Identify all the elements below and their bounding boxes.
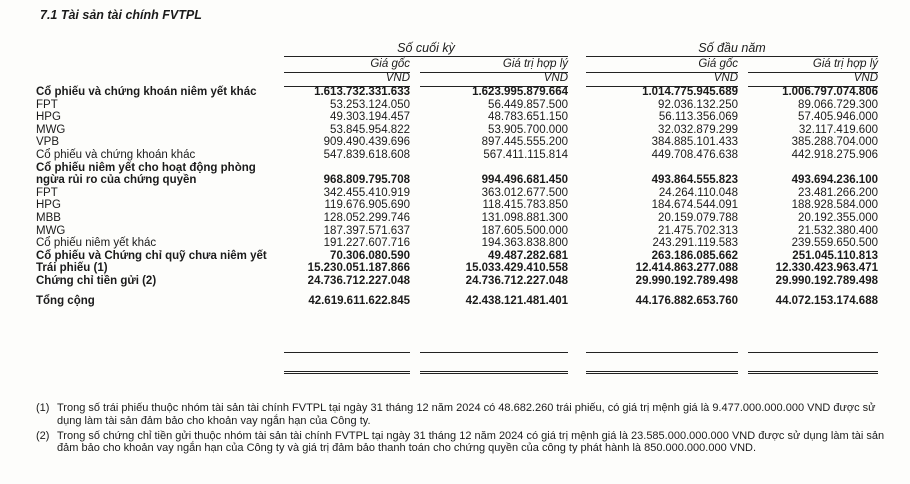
column-gap <box>410 275 420 288</box>
opening-fair-value-value: 32.117.419.600 <box>798 123 878 136</box>
opening-fair-value-header: Giá trị hợp lý <box>812 58 878 70</box>
closing-cost-value: 49.303.194.457 <box>330 111 410 124</box>
closing-fair-value-value: 49.487.282.681 <box>488 249 568 262</box>
opening-fair-value-value: 20.192.355.000 <box>798 211 878 224</box>
row-label: HPG <box>36 199 61 212</box>
column-gap <box>738 111 748 124</box>
total-bottom-rule <box>586 371 738 374</box>
closing-cost-value: 24.736.712.227.048 <box>307 274 410 287</box>
column-gap <box>568 262 586 275</box>
opening-cost-value: 21.475.702.313 <box>658 224 738 237</box>
column-gap <box>568 187 586 200</box>
footnote-text: Trong số chứng chỉ tiền gửi thuộc nhóm tài sản tài chính FVTPL tại ngày 31 tháng 12 năm 2024 có giá trị mệnh giá là 23.585.000.000.000 VND được sử dụng làm tài sản đảm bảo cho khoản vay ngắn hạn của Công ty và giá trị đảm bảo thanh toán cho chứng quyền của công ty phát hành là 850.000.000.000 VND. <box>57 429 885 455</box>
closing-cost-value: 42.619.611.622.845 <box>308 294 410 307</box>
column-gap <box>410 225 420 238</box>
opening-cost-value: 12.414.863.277.088 <box>635 262 738 275</box>
opening-period-header: Số đầu năm <box>698 41 766 55</box>
table-row <box>36 162 878 187</box>
row-label: Cổ phiếu và chứng khoán niêm yết khác <box>36 86 257 98</box>
column-gap <box>410 111 420 124</box>
opening-fair-value-value: 89.066.729.300 <box>798 98 878 111</box>
opening-cost-value: 1.014.775.945.689 <box>642 86 738 98</box>
closing-cost-value: 187.397.571.637 <box>323 224 410 237</box>
column-gap <box>410 99 420 112</box>
column-gap <box>568 124 586 137</box>
closing-fair-value-value: 48.783.651.150 <box>488 111 568 124</box>
column-gap <box>738 237 748 250</box>
row-label: Cổ phiếu niêm yết khác <box>36 237 157 250</box>
row-label: HPG <box>36 111 61 124</box>
column-gap <box>410 293 420 309</box>
column-gap <box>568 212 586 225</box>
closing-cost-value: 15.230.051.187.866 <box>307 262 410 275</box>
opening-cost-value: 184.674.544.091 <box>651 199 738 212</box>
column-gap <box>738 293 748 309</box>
closing-fair-value-value: 187.605.500.000 <box>481 224 568 237</box>
opening-cost-value: 29.990.192.789.498 <box>635 274 738 287</box>
column-gap <box>410 262 420 275</box>
closing-cost-value: 53.845.954.822 <box>330 123 410 136</box>
total-bottom-rule <box>284 371 410 374</box>
closing-fair-value-header: Giá trị hợp lý <box>502 58 568 70</box>
closing-fair-value-value: 42.438.121.481.401 <box>465 294 568 307</box>
column-gap <box>410 237 420 250</box>
footnote-number: (1) <box>36 402 50 414</box>
opening-cost-value: 24.264.110.048 <box>658 186 738 199</box>
total-top-rule <box>284 352 410 353</box>
column-gap <box>568 99 586 112</box>
column-gap <box>738 136 748 149</box>
closing-fair-value-value: 15.033.429.410.558 <box>465 262 568 275</box>
row-label: Tổng cộng <box>36 294 95 307</box>
column-gap <box>738 225 748 238</box>
closing-fair-value-value: 24.736.712.227.048 <box>465 274 568 287</box>
row-label: MWG <box>36 123 66 136</box>
footnote-number: (2) <box>36 429 50 442</box>
column-gap <box>568 293 586 309</box>
table-row <box>36 199 878 212</box>
row-label: FPT <box>36 98 58 111</box>
opening-header-rule <box>586 56 878 57</box>
total-bottom-rule <box>748 371 878 374</box>
column-gap <box>738 212 748 225</box>
column-gap <box>568 136 586 149</box>
column-gap <box>568 237 586 250</box>
opening-fair-value-value: 21.532.380.400 <box>798 224 878 237</box>
table-row <box>36 99 878 112</box>
closing-cost-value: 968.809.795.708 <box>323 174 410 187</box>
opening-cost-value: 449.708.476.638 <box>651 148 738 161</box>
opening-cost-value: 56.113.356.069 <box>658 111 738 124</box>
opening-fair-value-unit: VND <box>853 72 878 84</box>
closing-fair-value-value: 53.905.700.000 <box>488 123 568 136</box>
column-gap <box>738 199 748 212</box>
table-row <box>36 212 878 225</box>
row-label: Cổ phiếu và Chứng chỉ quỹ chưa niêm yết <box>36 249 267 262</box>
column-gap <box>738 124 748 137</box>
closing-fair-value-value: 56.449.857.500 <box>488 98 568 111</box>
closing-period-header: Số cuối kỳ <box>397 41 455 55</box>
opening-fair-value-value: 23.481.266.200 <box>798 186 878 199</box>
closing-fair-value-value: 131.098.881.300 <box>481 211 568 224</box>
column-gap <box>410 199 420 212</box>
closing-cost-value: 128.052.299.746 <box>323 211 410 224</box>
closing-fair-value-value: 1.623.995.879.664 <box>472 86 568 98</box>
opening-cost-value: 44.176.882.653.760 <box>635 294 738 307</box>
footnote-text: Trong số trái phiếu thuộc nhóm tài sản tài chính FVTPL tại ngày 31 tháng 12 năm 2024 có 48.682.260 trái phiếu, có giá trị mệnh giá là 9.477.000.000.000 VND được sử dụng làm tài sản đảm bảo cho khoản vay ngắn hạn của Công ty. <box>57 402 876 427</box>
total-top-rule <box>586 352 738 353</box>
closing-cost-value: 119.676.905.690 <box>324 199 410 212</box>
table-row <box>36 262 878 275</box>
closing-fair-value-value: 897.445.555.200 <box>481 136 568 149</box>
opening-cost-value: 32.032.879.299 <box>658 123 738 136</box>
closing-fair-value-value: 567.411.115.814 <box>483 148 568 161</box>
opening-fair-value-value: 44.072.153.174.688 <box>775 294 878 307</box>
column-gap <box>738 275 748 288</box>
opening-fair-value-value: 1.006.797.074.806 <box>782 86 878 98</box>
table-row <box>36 225 878 238</box>
total-top-rule <box>420 352 568 353</box>
column-gap <box>410 250 420 263</box>
footnotes <box>36 402 886 457</box>
column-gap <box>738 187 748 200</box>
opening-fair-value-value: 442.918.275.906 <box>791 148 878 161</box>
column-gap <box>738 86 748 99</box>
column-gap <box>410 162 420 187</box>
closing-cost-value: 1.613.732.331.633 <box>314 86 410 98</box>
column-gap <box>738 250 748 263</box>
opening-cost-value: 243.291.119.583 <box>652 237 738 250</box>
column-gap <box>568 149 586 162</box>
table-row <box>36 149 878 162</box>
total-row <box>36 293 878 309</box>
column-gap <box>568 111 586 124</box>
column-gap <box>410 149 420 162</box>
table-row <box>36 275 878 288</box>
column-gap <box>568 199 586 212</box>
table-row <box>36 187 878 200</box>
row-label: MBB <box>36 211 61 224</box>
row-label: MWG <box>36 224 66 237</box>
column-gap <box>738 99 748 112</box>
opening-cost-value: 263.186.085.662 <box>651 249 738 262</box>
opening-fair-value-value: 385.288.704.000 <box>791 136 878 149</box>
closing-cost-value: 191.227.607.716 <box>323 237 410 250</box>
row-label: Chứng chỉ tiền gửi (2) <box>36 274 157 287</box>
footnote <box>36 430 886 456</box>
closing-cost-unit: VND <box>385 72 410 84</box>
row-label: Cổ phiếu niêm yết cho hoạt động phòng ngừa rủi ro của chứng quyền <box>36 161 256 187</box>
table-row <box>36 124 878 137</box>
closing-cost-value: 70.306.080.590 <box>330 249 410 262</box>
closing-fair-value-unit: VND <box>543 72 568 84</box>
row-label: Trái phiếu (1) <box>36 262 108 275</box>
closing-header-rule <box>284 56 568 57</box>
closing-fair-value-value: 194.363.838.800 <box>481 237 568 250</box>
footnote <box>36 402 886 428</box>
opening-fair-value-value: 57.405.946.000 <box>798 111 878 124</box>
opening-fair-value-value: 251.045.110.813 <box>792 249 878 262</box>
opening-fair-value-value: 493.694.236.100 <box>791 174 878 187</box>
total-top-rule <box>748 352 878 353</box>
column-gap <box>738 162 748 187</box>
closing-fair-value-value: 363.012.677.500 <box>481 186 568 199</box>
opening-cost-value: 384.885.101.433 <box>651 136 738 149</box>
closing-fair-value-value: 118.415.783.850 <box>482 199 568 212</box>
column-gap <box>410 124 420 137</box>
opening-fair-value-value: 239.559.650.500 <box>791 237 878 250</box>
column-gap <box>738 262 748 275</box>
column-gap <box>410 136 420 149</box>
opening-fair-value-value: 12.330.423.963.471 <box>775 262 878 275</box>
closing-cost-value: 53.253.124.050 <box>330 98 410 111</box>
opening-fair-value-value: 188.928.584.000 <box>791 199 878 212</box>
table-row <box>36 136 878 149</box>
opening-cost-unit: VND <box>713 72 738 84</box>
opening-cost-value: 20.159.079.788 <box>658 211 738 224</box>
column-gap <box>568 275 586 288</box>
column-gap <box>410 187 420 200</box>
table-row <box>36 86 878 99</box>
closing-cost-value: 909.490.439.696 <box>323 136 410 149</box>
table-row <box>36 250 878 263</box>
opening-fair-value-value: 29.990.192.789.498 <box>775 274 878 287</box>
column-gap <box>568 250 586 263</box>
closing-cost-value: 342.455.410.919 <box>323 186 410 199</box>
column-gap <box>738 149 748 162</box>
table-row <box>36 111 878 124</box>
opening-cost-header: Giá gốc <box>698 58 738 70</box>
column-gap <box>568 86 586 99</box>
opening-cost-value: 493.864.555.823 <box>651 174 738 187</box>
total-bottom-rule <box>420 371 568 374</box>
column-gap <box>410 212 420 225</box>
opening-cost-value: 92.036.132.250 <box>658 98 738 111</box>
section-title: 7.1 Tài sản tài chính FVTPL <box>40 8 202 22</box>
row-label: VPB <box>36 136 60 149</box>
fvtpl-table <box>36 86 878 309</box>
closing-cost-value: 547.839.618.608 <box>323 148 410 161</box>
table-row <box>36 237 878 250</box>
column-gap <box>568 225 586 238</box>
column-gap <box>410 86 420 99</box>
closing-cost-header: Giá gốc <box>370 58 410 70</box>
row-label: Cổ phiếu và chứng khoán khác <box>36 148 196 161</box>
closing-fair-value-value: 994.496.681.450 <box>481 174 568 187</box>
row-label: FPT <box>36 186 58 199</box>
column-gap <box>568 162 586 187</box>
